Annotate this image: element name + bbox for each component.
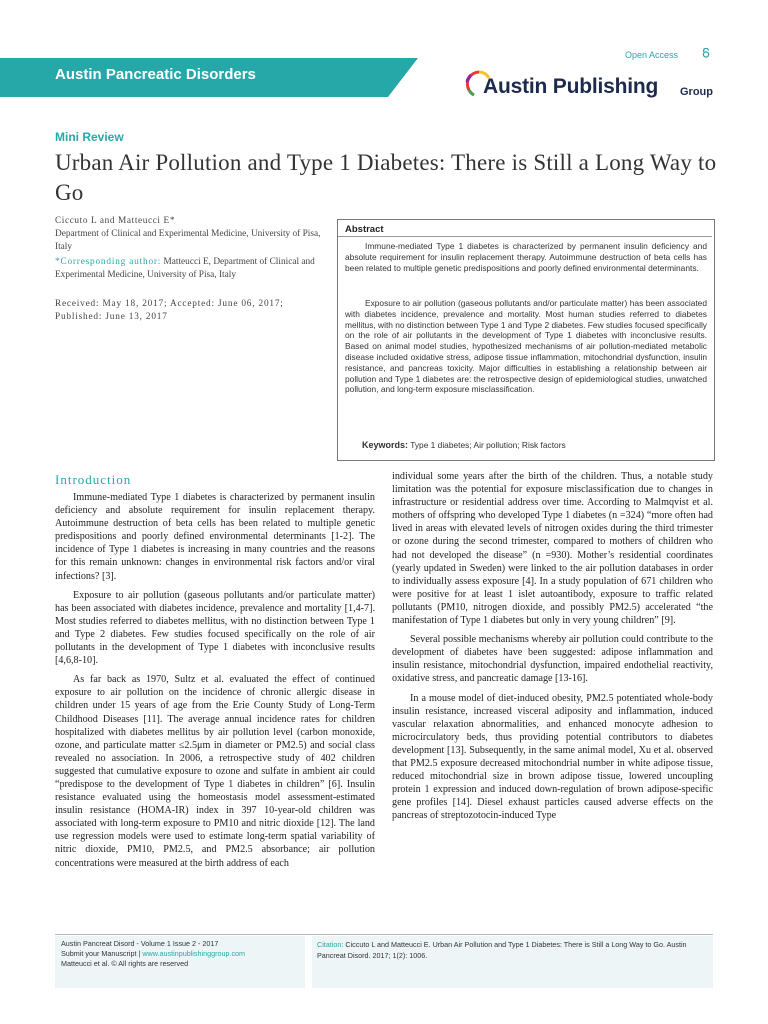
journal-name: Austin Pancreatic Disorders <box>55 66 256 83</box>
publisher-group: Group <box>680 86 713 98</box>
keywords <box>362 440 707 450</box>
corresponding-author <box>55 256 325 282</box>
body-paragraph: In a mouse model of diet-induced obesity, PM2.5 potentiated whole-body insulin resistance, increased visceral adiposity and inflammation, induced vascular relaxation abnormalities, and enhanced monocyte adhesion to microcirculatory beds, thus providing potential contributors to diabetes development [13]. Subsequently, in the same animal model, Xu et al. observed that PM2.5 exposure decreased mitochondrial number in white adipose tissue, reduced mitochondrial size in brown adipose tissue, lowered uncoupling protein 1 expression and induced down-regulation of brown adipose-specific gene profiles [14]. Diesel exhaust particles caused adverse effects on the pancreas of streptozotocin-induced Type <box>392 692 713 822</box>
open-access-label: Open Access <box>625 50 679 60</box>
received-date: Received: May 18, 2017; Accepted: June 06, 2017; <box>55 299 284 309</box>
body-paragraph-continued: individual some years after the birth of the children. Thus, a notable study limitation was the potential for exposure misclassification due to changes in infrastructure or residential address over time. According to Malmqvist et al. mothers of offspring who developed Type 1 diabetes (n =324) “more often had lived in areas with elevated levels of nitrogen oxides during the third trimester or ozone during the second trimester, compared to mothers of children who had not developed the disease” (n =930). Mother’s residential coordinates (yearly updated in Sweden) were linked to the air pollution databases in order to individually assess exposure [4]. In a study population of 671 children who were positive for at least 1 islet autoantibody, exposure to traffic related pollutants (PM10, nitrogen dioxide, and possibly PM2.5) accelerated “the manifestation of Type 1 diabetes but only in very young children” [9]. <box>392 471 713 627</box>
body-paragraph: Several possible mechanisms whereby air pollution could contribute to the development of diabetes have been suggested: adipose inflammation and insulin resistance, mitochondrial dysfunction, impaired endothelial reactivity, oxidative stress, and pancreatic damage [13-16]. <box>392 634 713 685</box>
footer-copyright: Matteucci et al. © All rights are reserved <box>61 959 189 968</box>
keywords-text: Type 1 diabetes; Air pollution; Risk factors <box>408 440 566 450</box>
article-type: Mini Review <box>55 130 124 144</box>
corresponding-text: Matteucci E, Department of Clinical and Experimental Medicine, University of Pisa, Italy <box>55 257 315 280</box>
footer-submit-line <box>61 949 245 960</box>
authors: Ciccuto L and Matteucci E* <box>55 216 176 226</box>
citation-label: Citation: <box>317 940 344 949</box>
corresponding-label: *Corresponding author: <box>55 257 162 267</box>
footer-journal-line: Austin Pancreat Disord - Volume 1 Issue 2 - 2017 <box>61 939 219 948</box>
submit-label: Submit your Manuscript | <box>61 949 143 958</box>
citation <box>317 940 709 961</box>
keywords-label: Keywords: <box>362 440 409 450</box>
body-paragraph: As far back as 1970, Sultz et al. evaluated the effect of continued exposure to air pollution on the incidence of chronic allergic disease in children under 15 years of age from the Erie County Study of Long-Term Childhood Diseases [11]. The average annual incidence rates for children hospitalized with diabetes mellitus by air pollution level (carbon monoxide, ozone, and particulate matter ≤2.5μm in diameter or PM2.5) and social class revealed no association. In 2006, a retrospective study of 402 children suggested that cumulative exposure to ozone and sulfate in ambient air could “predispose to the development of Type 1 diabetes in children” [6]. Insulin resistance evaluated using the homeostasis model assessment-estimated insulin resistance (HOMA-IR) index in 397 10-year-old children was associated with long-term exposure to PM10 and nitric dioxide [12]. The land use regression models were used to estimate long-term spatial variability of nitric dioxide, PM10, PM2.5, and PM2.5 absorbance; air pollution concentrations were measured at the birth address of each <box>55 674 375 869</box>
publisher-website-link[interactable]: www.austinpublishinggroup.com <box>142 949 246 958</box>
abstract-paragraph: Immune-mediated Type 1 diabetes is characterized by permanent insulin deficiency and absolute requirement for insulin replacement therapy. Autoimmune destruction of beta cells has been related to multiple genetic predispositions and poorly defined environmental determinants. <box>345 241 707 273</box>
article-title: Urban Air Pollution and Type 1 Diabetes: There is Still a Long Way to Go <box>55 150 717 205</box>
open-access-lock-icon <box>702 48 710 58</box>
authors-block <box>55 215 325 253</box>
section-heading-introduction: Introduction <box>55 472 132 487</box>
footer-divider <box>55 934 713 935</box>
citation-text: Ciccuto L and Matteucci E. Urban Air Pollution and Type 1 Diabetes: There is Still a Long Way to Go. Austin Pancreat Disord. 2017; 1(2): 1006. <box>317 940 687 960</box>
body-paragraph: Immune-mediated Type 1 diabetes is characterized by permanent insulin deficiency and absolute requirement for insulin replacement therapy. Autoimmune destruction of beta cells has been related to multiple genetic predispositions and poorly defined environmental determinants [1-2]. The incidence of Type 1 diabetes is increasing in many countries and the reasons for this remain unknown: changes in environmental risk factors and/or viral infections? [3]. <box>55 492 375 582</box>
affiliation: Department of Clinical and Experimental Medicine, University of Pisa, Italy <box>55 228 321 252</box>
body-column-right <box>392 470 713 828</box>
published-date: Published: June 13, 2017 <box>55 311 168 322</box>
abstract-heading: Abstract <box>345 224 384 235</box>
abstract-divider <box>338 236 712 237</box>
dates-block <box>55 298 325 324</box>
publisher-name: Austin Publishing <box>483 75 659 98</box>
body-paragraph: Exposure to air pollution (gaseous pollutants and/or particulate matter) has been associated with diabetes incidence, prevalence and mortality [1,4-7]. Most studies referred to diabetes mellitus, with no distinction between Type 1 and Type 2 diabetes. Few studies focused specifically on the role of air pollutants in the development of Type 1 diabetes with inconclusive results [4,6,8-10]. <box>55 589 375 667</box>
body-column-left <box>55 491 375 876</box>
abstract-paragraph: Exposure to air pollution (gaseous pollutants and/or particulate matter) has been associated with diabetes incidence, prevalence and mortality. Most human studies referred to diabetes mellitus, with no distinction between Type 1 and Type 2 diabetes. Few studies focused specifically on the role of air pollutants in the development of Type 1 diabetes with inconclusive results. Based on animal model studies, hypothesized mechanisms of air pollution-mediated metabolic disease included oxidative stress, adipose tissue inflammation, mitochondrial dysfunction, insulin resistance, and pancreas toxicity. Major difficulties in establishing a relationship between air pollution and Type 1 diabetes are: the retrospective design of epidemiological studies, unwatched pollution, and long-term exposure misclassification. <box>345 298 707 395</box>
